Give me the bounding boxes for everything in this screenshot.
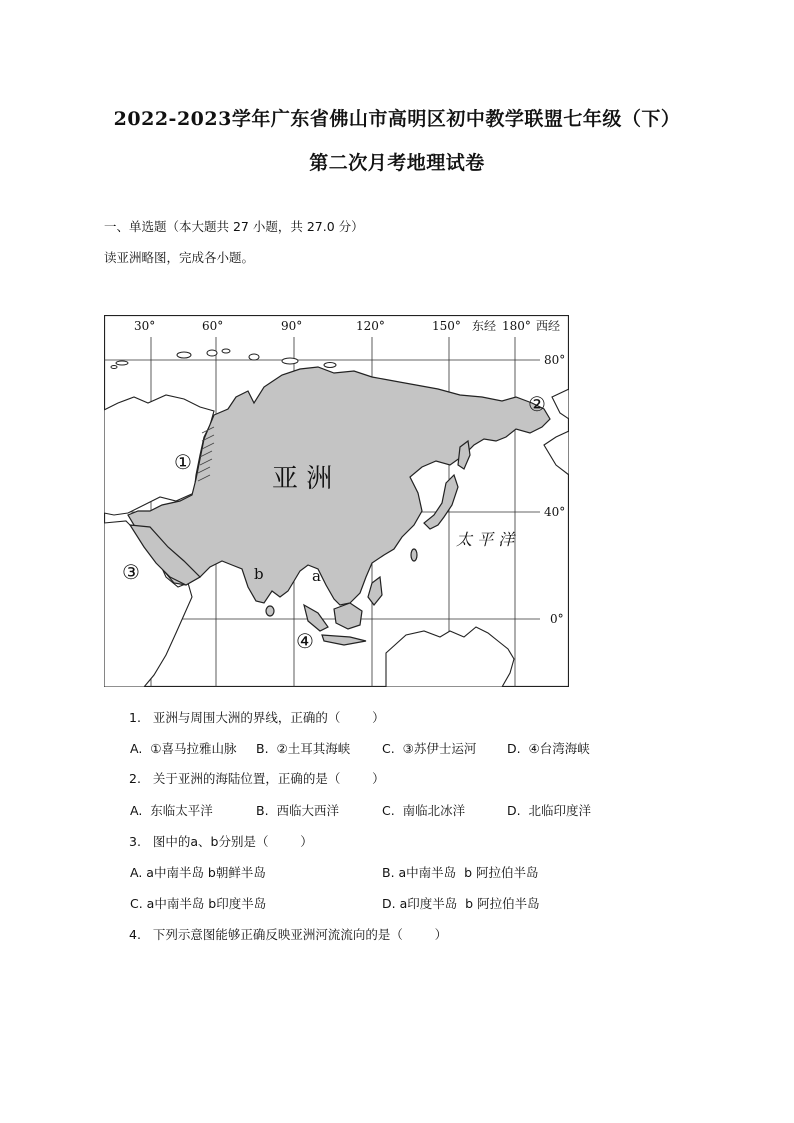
marker-4: ④ [296,629,314,653]
q1-option-d: D. ④台湾海峡 [507,741,590,756]
q1-option-c: C. ③苏伊士运河 [382,741,477,756]
question-2: 2. 关于亚洲的海陆位置，正确的是（ ） [129,771,385,786]
lon-label-60: 60° [202,319,224,333]
intro-text: 读亚洲略图，完成各小题。 [104,250,255,265]
lon-label-120: 120° [356,319,385,333]
lat-label-80: 80° [544,353,566,367]
marker-3: ③ [122,560,140,584]
lat-label-40: 40° [544,505,566,519]
lon-label-90: 90° [281,319,303,333]
label-a: a [312,567,321,585]
paper-title-line1: 2022-2023学年广东省佛山市高明区初中教学联盟七年级（下） [113,108,681,130]
lon-label-30: 30° [134,319,156,333]
q2-option-b: B. 西临大西洋 [256,803,339,818]
q3-option-b: B. a中南半岛 b 阿拉伯半岛 [382,865,539,880]
asia-map [104,315,569,687]
question-3: 3. 图中的a、b分别是（ ） [129,834,313,849]
marker-1: ① [174,450,192,474]
question-4: 4. 下列示意图能够正确反映亚洲河流流向的是（ ） [129,927,448,942]
marker-2: ② [528,392,546,416]
q3-option-a: A. a中南半岛 b朝鲜半岛 [130,865,266,880]
q1-option-a: A. ①喜马拉雅山脉 [130,741,237,756]
pacific-label: 太 平 洋 [456,530,515,549]
asia-label: 亚 洲 [272,464,333,494]
question-1: 1. 亚洲与周围大洲的界线，正确的（ ） [129,710,385,725]
q2-option-c: C. 南临北冰洋 [382,803,466,818]
label-b: b [254,565,264,583]
east-label: 东经 [472,319,497,333]
section-heading: 一、单选题（本大题共 27 小题，共 27.0 分） [104,219,364,234]
q1-option-b: B. ②土耳其海峡 [256,741,351,756]
asia-map-svg [104,315,569,687]
lat-label-0: 0° [550,612,564,626]
lon-label-150: 150° [432,319,461,333]
west-label: 西经 [536,319,561,333]
q2-option-a: A. 东临太平洋 [130,803,213,818]
q3-option-d: D. a印度半岛 b 阿拉伯半岛 [382,896,540,911]
paper-title-line2: 第二次月考地理试卷 [309,152,485,174]
q3-option-c: C. a中南半岛 b印度半岛 [130,896,267,911]
q2-option-d: D. 北临印度洋 [507,803,592,818]
lon-label-180: 180° [502,319,531,333]
